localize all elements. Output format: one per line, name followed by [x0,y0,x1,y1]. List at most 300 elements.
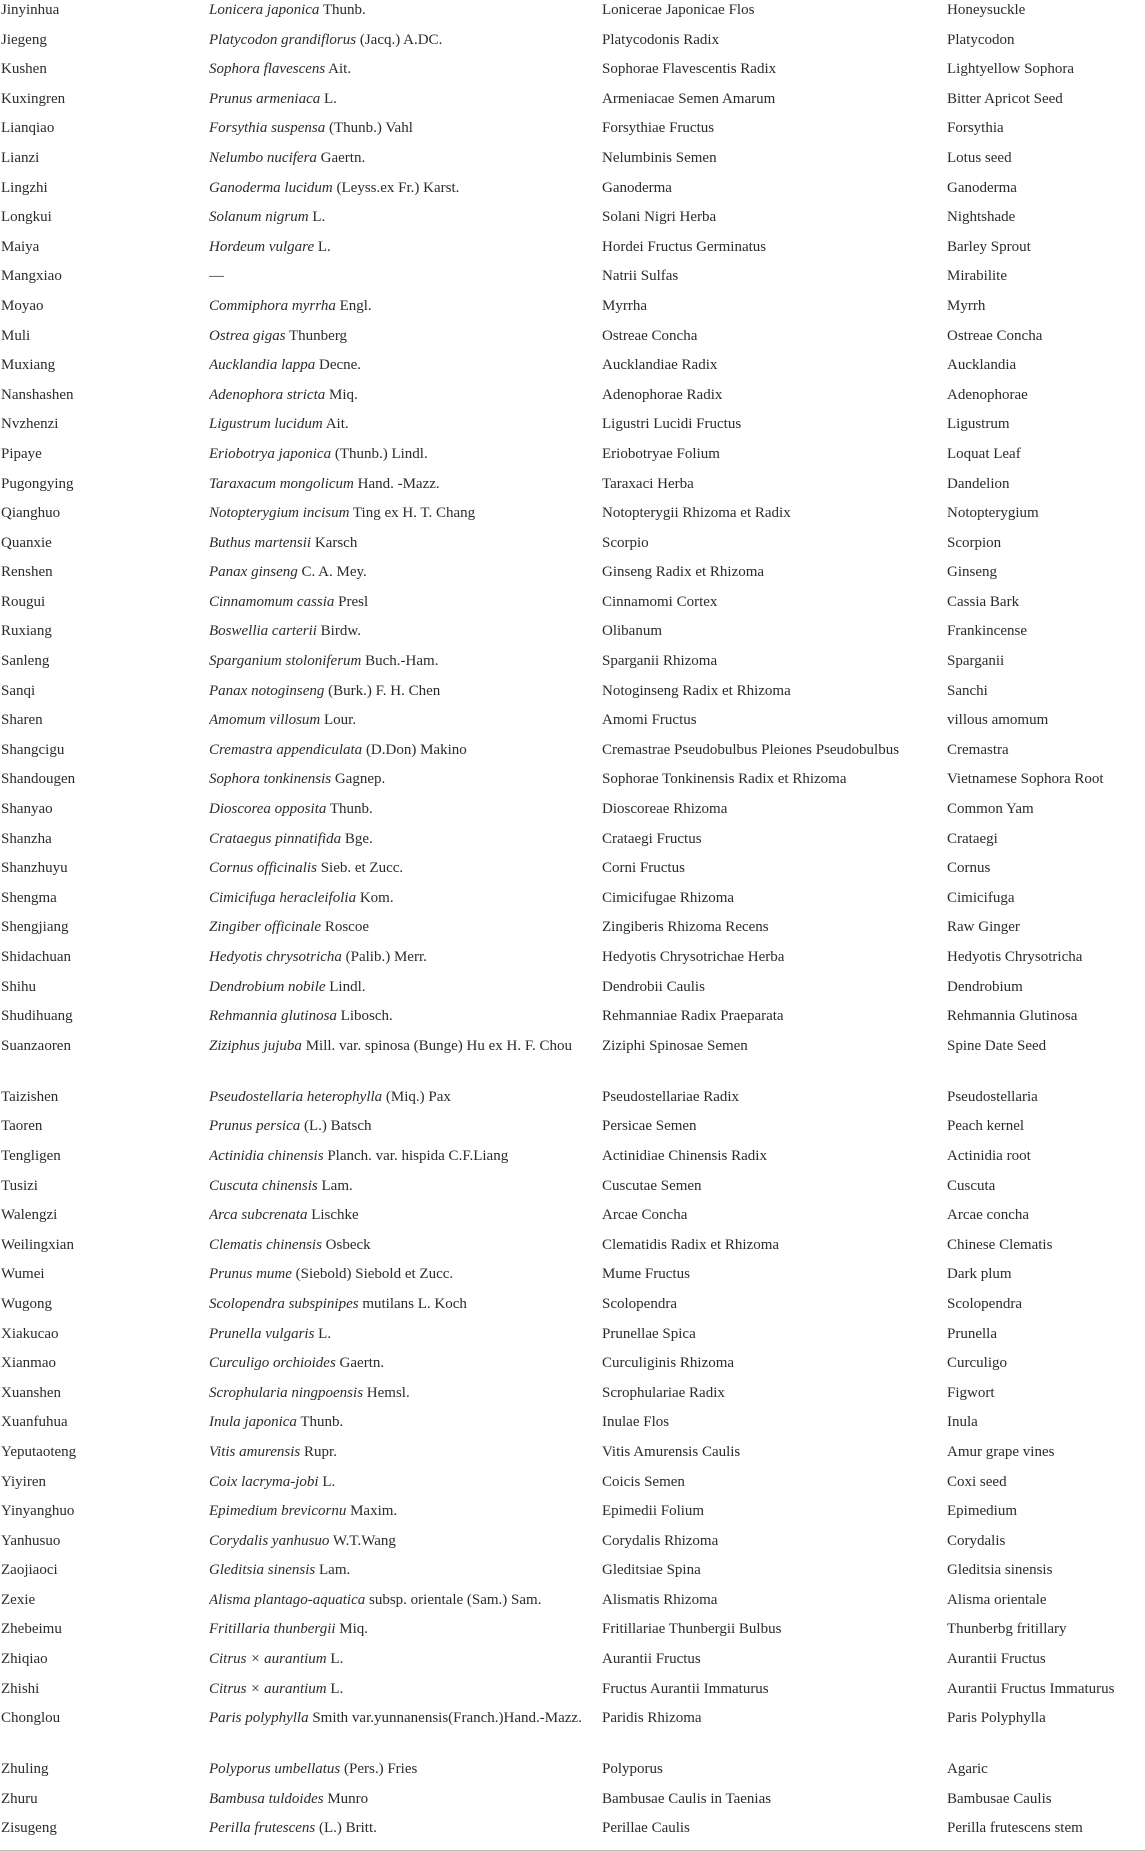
pinyin-name-cell: Chonglou [1,1710,61,1727]
species-binomial: Hedyotis chrysotricha [209,949,342,965]
pinyin-name-cell: Zhebeimu [1,1621,62,1638]
species-authority: Hemsl. [366,1384,410,1401]
species-binomial: Taraxacum mongolicum [209,475,354,492]
table-row [0,237,1145,267]
species-authority: (Palib.) Merr. [345,949,427,965]
english-name-cell: Aurantii Fructus [947,1651,1046,1668]
species-binomial: Commiphora myrrha [209,297,336,314]
english-name-cell: Bitter Apricot Seed [947,90,1063,107]
english-name-cell: Frankincense [947,623,1027,640]
species-name-cell [209,1116,602,1146]
species-authority: Buch.-Ham. [365,653,439,670]
species-authority: Karsch [314,534,358,551]
pharmaceutical-name-cell: Polyporus [602,1761,663,1778]
pharmaceutical-name-cell: Olibanum [602,623,662,640]
pharmaceutical-name-cell: Sophorae Flavescentis Radix [602,61,777,78]
species-name-cell [209,1383,602,1413]
species-authority: C. A. Mey. [301,564,367,581]
table-row [0,829,1145,859]
species-name-cell [209,1501,602,1531]
species-name-cell [209,89,602,119]
species-binomial: Platycodon grandiflorus [209,31,357,48]
species-authority: Thunb. [322,2,366,18]
species-name-cell [209,1590,602,1620]
pharmaceutical-name-cell: Cremastrae Pseudobulbus Pleiones Pseudobulbus [602,741,900,758]
table-row [0,888,1145,918]
species-name-cell [209,207,602,237]
english-name-cell: Barley Sprout [947,238,1031,255]
species-name-cell [209,118,602,148]
pharmaceutical-name-cell: Nelumbinis Semen [602,149,717,166]
english-name-cell: Figwort [947,1384,995,1401]
pharmaceutical-name-cell: Scorpio [602,534,649,551]
species-authority: Maxim. [350,1503,398,1520]
english-name-cell: Thunberbg fritillary [947,1621,1067,1638]
english-name-cell: Peach kernel [947,1118,1025,1135]
table-row [0,799,1145,829]
table-row [0,710,1145,740]
species-authority: (Pers.) Fries [344,1761,418,1778]
pinyin-name-cell: Sharen [1,712,43,729]
english-name-cell: Alisma orientale [947,1591,1047,1608]
table-row [0,592,1145,622]
species-authority: Engl. [339,297,372,314]
species-binomial: Dendrobium nobile [209,978,326,995]
pharmaceutical-name-cell: Dendrobii Caulis [602,978,705,995]
table-row [0,1472,1145,1502]
species-authority: Gagnep. [334,771,386,788]
pharmaceutical-name-cell: Clematidis Radix et Rhizoma [602,1236,780,1253]
species-binomial: Cornus officinalis [209,860,317,877]
english-name-cell: Crataegi [947,830,998,847]
species-binomial: Citrus × aurantium [209,1651,327,1668]
pinyin-name-cell: Taizishen [1,1088,59,1105]
species-authority: Smith var.yunnanensis(Franch.)Hand.-Mazz. [312,1710,582,1727]
species-binomial: Scrophularia ningpoensis [209,1384,364,1401]
pharmaceutical-name-cell: Ganoderma [602,179,672,196]
pharmaceutical-name-cell: Dioscoreae Rhizoma [602,801,728,818]
pharmaceutical-name-cell: Sparganii Rhizoma [602,653,718,670]
english-name-cell: Aurantii Fructus Immaturus [947,1680,1115,1697]
species-authority: Miq. [329,386,358,403]
english-name-cell: Notopterygium [947,505,1039,522]
pharmaceutical-name-cell: Actinidiae Chinensis Radix [602,1147,767,1164]
species-authority: — [209,268,224,285]
species-name-cell [209,533,602,563]
pharmaceutical-name-cell: Fritillariae Thunbergii Bulbus [602,1621,782,1638]
species-name-cell [209,1619,602,1649]
species-authority: (Miq.) Pax [385,1088,451,1105]
species-binomial: Inula japonica [209,1414,297,1431]
species-name-cell [209,1759,602,1789]
species-binomial: Boswellia carterii [209,623,317,640]
pinyin-name-cell: Weilingxian [1,1236,74,1253]
table-row [0,207,1145,237]
species-authority: L. [312,209,326,226]
english-name-cell: Agaric [947,1761,988,1778]
english-name-cell: Myrrh [947,297,986,314]
table-row [0,1294,1145,1324]
english-name-cell: Nightshade [947,209,1016,226]
pharmaceutical-name-cell: Myrrha [602,297,647,314]
english-name-cell: Forsythia [947,120,1004,137]
species-binomial: Clematis chinensis [209,1236,322,1253]
english-name-cell: Bambusae Caulis [947,1790,1052,1807]
species-name-cell [209,977,602,1007]
pinyin-name-cell: Wumei [1,1266,45,1283]
pinyin-name-cell: Suanzaoren [1,1037,71,1054]
pharmaceutical-name-cell: Perillae Caulis [602,1820,690,1837]
species-binomial: Sophora tonkinensis [209,771,332,788]
species-name-cell [209,829,602,859]
species-authority: Thunb. [300,1414,344,1431]
pharmaceutical-name-cell: Notoginseng Radix et Rhizoma [602,682,791,699]
species-binomial: Zingiber officinale [209,919,322,936]
table-row [0,296,1145,326]
species-binomial: Notopterygium incisum [209,505,350,522]
table-row [0,1412,1145,1442]
english-name-cell: Paris Polyphylla [947,1710,1046,1727]
table-row [0,1205,1145,1235]
english-name-cell: Dendrobium [947,978,1023,995]
species-binomial: Forsythia suspensa [209,120,326,137]
species-authority: Gaertn. [339,1355,385,1372]
pinyin-name-cell: Tusizi [1,1177,38,1194]
pharmaceutical-name-cell: Aurantii Fructus [602,1651,701,1668]
species-name-cell [209,385,602,415]
table-row [0,503,1145,533]
species-binomial: Prunus armeniaca [209,90,321,107]
pinyin-name-cell: Zhishi [1,1680,40,1697]
species-name-cell [209,710,602,740]
species-name-cell [209,1412,602,1442]
species-authority: Birdw. [320,623,361,640]
pharmaceutical-name-cell: Hordei Fructus Germinatus [602,238,767,255]
table-row [0,1619,1145,1649]
pharmaceutical-name-cell: Hedyotis Chrysotrichae Herba [602,949,785,965]
english-name-cell: Coxi seed [947,1473,1007,1490]
english-name-cell: Scolopendra [947,1295,1022,1312]
english-name-cell: Cornus [947,860,991,877]
pinyin-name-cell: Walengzi [1,1207,58,1224]
english-name-cell: Cimicifuga [947,889,1015,906]
pharmaceutical-name-cell: Rehmanniae Radix Praeparata [602,1008,784,1025]
table-row [0,1116,1145,1146]
species-name-cell [209,178,602,208]
table-row [0,621,1145,651]
english-name-cell: Platycodon [947,31,1015,48]
pinyin-name-cell: Jinyinhua [1,2,60,18]
species-binomial: Bambusa tuldoides [209,1790,324,1807]
pharmaceutical-name-cell: Zingiberis Rhizoma Recens [602,919,769,936]
species-binomial: Cremastra appendiculata [209,741,363,758]
table-row [0,148,1145,178]
species-authority: (Thunb.) Lindl. [334,445,428,462]
table-row [0,769,1145,799]
species-name-cell [209,947,602,977]
table-row [0,740,1145,770]
pharmaceutical-name-cell: Cinnamomi Cortex [602,593,718,610]
species-binomial: Buthus martensii [209,534,312,551]
pharmaceutical-name-cell: Alismatis Rhizoma [602,1591,718,1608]
species-name-cell [209,59,602,89]
species-authority: Thunb. [329,801,373,818]
pinyin-name-cell: Tengligen [1,1147,61,1164]
species-name-cell [209,414,602,444]
table-row [0,1560,1145,1590]
species-binomial: Prunus mume [209,1266,292,1283]
species-name-cell [209,1679,602,1709]
species-authority: Lam. [319,1562,351,1579]
pharmaceutical-name-cell: Inulae Flos [602,1414,670,1431]
english-name-cell: Gleditsia sinensis [947,1562,1053,1579]
table-row [0,1087,1145,1117]
pharmaceutical-name-cell: Vitis Amurensis Caulis [602,1443,741,1460]
table-row [0,1759,1145,1789]
english-name-cell: Actinidia root [947,1147,1031,1164]
english-name-cell: Raw Ginger [947,919,1020,936]
pinyin-name-cell: Rougui [1,593,46,610]
english-name-cell: villous amomum [947,712,1049,729]
species-binomial: Prunella vulgaris [209,1325,315,1342]
table-row [0,444,1145,474]
english-name-cell: Honeysuckle [947,2,1026,18]
table-row [0,533,1145,563]
pharmaceutical-name-cell: Prunellae Spica [602,1325,696,1342]
pharmaceutical-name-cell: Aucklandiae Radix [602,357,718,374]
table-row [0,1789,1145,1819]
pharmaceutical-name-cell: Coicis Semen [602,1473,685,1490]
pinyin-name-cell: Renshen [1,564,53,581]
pharmaceutical-name-cell: Cuscutae Semen [602,1177,702,1194]
english-name-cell: Epimedium [947,1503,1017,1520]
pinyin-name-cell: Lingzhi [1,179,48,196]
pinyin-name-cell: Xianmao [1,1355,56,1372]
species-authority: (L.) Britt. [318,1820,377,1837]
species-binomial: Ziziphus jujuba [209,1037,302,1054]
table-row [0,59,1145,89]
pinyin-name-cell: Shengma [1,889,57,906]
species-name-cell [209,1708,602,1759]
english-name-cell: Curculigo [947,1355,1007,1372]
table-row [0,917,1145,947]
species-name-cell [209,1006,602,1036]
species-binomial: Arca subcrenata [209,1207,308,1224]
species-name-cell [209,740,602,770]
english-name-cell: Rehmannia Glutinosa [947,1008,1078,1025]
table-row [0,266,1145,296]
species-name-cell [209,326,602,356]
table-row [0,562,1145,592]
pharmaceutical-name-cell: Persicae Semen [602,1118,697,1135]
pharmaceutical-name-cell: Fructus Aurantii Immaturus [602,1680,769,1697]
pinyin-name-cell: Shudihuang [1,1008,73,1025]
species-binomial: Gleditsia sinensis [209,1562,316,1579]
species-name-cell [209,1472,602,1502]
species-binomial: Cuscuta chinensis [209,1177,318,1194]
english-name-cell: Spine Date Seed [947,1037,1047,1054]
pharmaceutical-name-cell: Paridis Rhizoma [602,1710,702,1727]
pinyin-name-cell: Qianghuo [1,505,61,522]
pinyin-name-cell: Shidachuan [1,949,71,965]
english-name-cell: Cuscuta [947,1177,996,1194]
pinyin-name-cell: Shengjiang [1,919,69,936]
species-name-cell [209,1789,602,1819]
species-name-cell [209,917,602,947]
pinyin-name-cell: Xiakucao [1,1325,59,1342]
table-row [0,30,1145,60]
table-row [0,1442,1145,1472]
species-authority: Osbeck [325,1236,371,1253]
table-row [0,1264,1145,1294]
species-authority: L. [330,1651,344,1668]
species-authority: (Thunb.) Vahl [329,120,413,137]
pinyin-name-cell: Nanshashen [1,386,74,403]
english-name-cell: Hedyotis Chrysotricha [947,949,1083,965]
species-name-cell [209,1176,602,1206]
species-name-cell [209,799,602,829]
species-name-cell [209,888,602,918]
species-binomial: Corydalis yanhusuo [209,1532,330,1549]
pharmaceutical-name-cell: Notopterygii Rhizoma et Radix [602,505,791,522]
pharmaceutical-name-cell: Mume Fructus [602,1266,690,1283]
pinyin-name-cell: Taoren [1,1118,43,1135]
species-binomial: Eriobotrya japonica [209,445,332,462]
pharmaceutical-name-cell: Natrii Sulfas [602,268,679,285]
pinyin-name-cell: Shihu [1,978,37,995]
species-binomial: Panax ginseng [209,564,298,581]
species-authority: (Burk.) F. H. Chen [328,682,441,699]
english-name-cell: Aucklandia [947,357,1017,374]
species-binomial: Actinidia chinensis [209,1147,324,1164]
table-row [0,947,1145,977]
species-name-cell [209,444,602,474]
species-authority: Lour. [324,712,357,729]
english-name-cell: Corydalis [947,1532,1006,1549]
table-row [0,1531,1145,1561]
pharmaceutical-name-cell: Gleditsiae Spina [602,1562,701,1579]
species-authority: Rupr. [304,1443,337,1460]
species-binomial: Aucklandia lappa [209,357,316,374]
pharmaceutical-name-cell: Armeniacae Semen Amarum [602,90,776,107]
species-authority: Mill. var. spinosa (Bunge) Hu ex H. F. Chou [305,1037,572,1054]
species-name-cell [209,1264,602,1294]
pharmaceutical-name-cell: Scolopendra [602,1295,677,1312]
species-binomial: Paris polyphylla [209,1710,309,1727]
table-row [0,118,1145,148]
species-authority: Lam. [321,1177,353,1194]
english-name-cell: Loquat Leaf [947,445,1021,462]
table-row [0,1708,1145,1759]
pharmaceutical-name-cell: Lonicerae Japonicae Flos [602,2,755,18]
species-name-cell [209,1442,602,1472]
english-name-cell: Inula [947,1414,978,1431]
pinyin-name-cell: Jiegeng [1,31,47,48]
english-name-cell: Prunella [947,1325,997,1342]
pharmaceutical-name-cell: Platycodonis Radix [602,31,720,48]
species-name-cell [209,651,602,681]
species-name-cell [209,1146,602,1176]
table-row [0,1176,1145,1206]
species-authority: L. [317,238,331,255]
english-name-cell: Cremastra [947,741,1009,758]
english-name-cell: Dark plum [947,1266,1012,1283]
english-name-cell: Adenophorae [947,386,1028,403]
species-name-cell [209,1087,602,1117]
pharmaceutical-name-cell: Curculiginis Rhizoma [602,1355,735,1372]
table-row [0,0,1145,30]
pharmaceutical-name-cell: Bambusae Caulis in Taenias [602,1790,772,1807]
pharmaceutical-name-cell: Pseudostellariae Radix [602,1088,740,1105]
species-binomial: Coix lacryma-jobi [209,1473,319,1490]
pharmaceutical-name-cell: Scrophulariae Radix [602,1384,725,1401]
species-name-cell [209,0,602,30]
table-row [0,1324,1145,1354]
species-binomial: Prunus persica [209,1118,301,1135]
english-name-cell: Common Yam [947,801,1034,818]
pharmaceutical-name-cell: Ligustri Lucidi Fructus [602,416,742,433]
species-name-cell [209,148,602,178]
species-authority: W.T.Wang [332,1532,396,1549]
species-authority: Lindl. [329,978,366,995]
species-name-cell [209,1294,602,1324]
english-name-cell: Mirabilite [947,268,1007,285]
species-authority: Ait. [325,416,349,433]
english-name-cell: Sanchi [947,682,988,699]
species-binomial: Citrus × aurantium [209,1680,327,1697]
english-name-cell: Pseudostellaria [947,1088,1038,1105]
pinyin-name-cell: Sanleng [1,653,50,670]
species-authority: L. [324,90,337,107]
table-row [0,1383,1145,1413]
table-row [0,89,1145,119]
species-authority: (Siebold) Siebold et Zucc. [295,1266,454,1283]
pharmaceutical-name-cell: Eriobotryae Folium [602,445,720,462]
pinyin-name-cell: Lianzi [1,149,40,166]
pharmaceutical-name-cell: Corydalis Rhizoma [602,1532,719,1549]
pharmaceutical-name-cell: Adenophorae Radix [602,386,723,403]
species-binomial: Solanum nigrum [209,209,309,226]
pharmaceutical-name-cell: Ziziphi Spinosae Semen [602,1037,748,1054]
species-binomial: Cinnamomum cassia [209,593,335,610]
species-binomial: Vitis amurensis [209,1443,301,1460]
english-name-cell: Ganoderma [947,179,1017,196]
pharmaceutical-name-cell: Solani Nigri Herba [602,209,717,226]
species-name-cell [209,1649,602,1679]
species-name-cell [209,1531,602,1561]
pinyin-name-cell: Moyao [1,297,44,314]
species-binomial: Crataegus pinnatifida [209,830,342,847]
species-binomial: Pseudostellaria heterophylla [209,1088,383,1105]
species-authority: Hand. -Mazz. [357,475,440,492]
table-row [0,385,1145,415]
table-row [0,474,1145,504]
table-row [0,1036,1145,1087]
species-binomial: Rehmannia glutinosa [209,1008,337,1025]
english-name-cell: Lotus seed [947,149,1012,166]
species-name-cell [209,681,602,711]
table-row [0,681,1145,711]
table-row [0,1679,1145,1709]
pinyin-name-cell: Pipaye [1,445,42,462]
pinyin-name-cell: Mangxiao [1,268,62,285]
species-authority: (Jacq.) A.DC. [359,31,443,48]
species-name-cell [209,1235,602,1265]
species-authority: Gaertn. [320,149,366,166]
english-name-cell: Amur grape vines [947,1443,1055,1460]
species-binomial: Scolopendra subspinipes [209,1295,359,1312]
pinyin-name-cell: Muxiang [1,357,56,374]
